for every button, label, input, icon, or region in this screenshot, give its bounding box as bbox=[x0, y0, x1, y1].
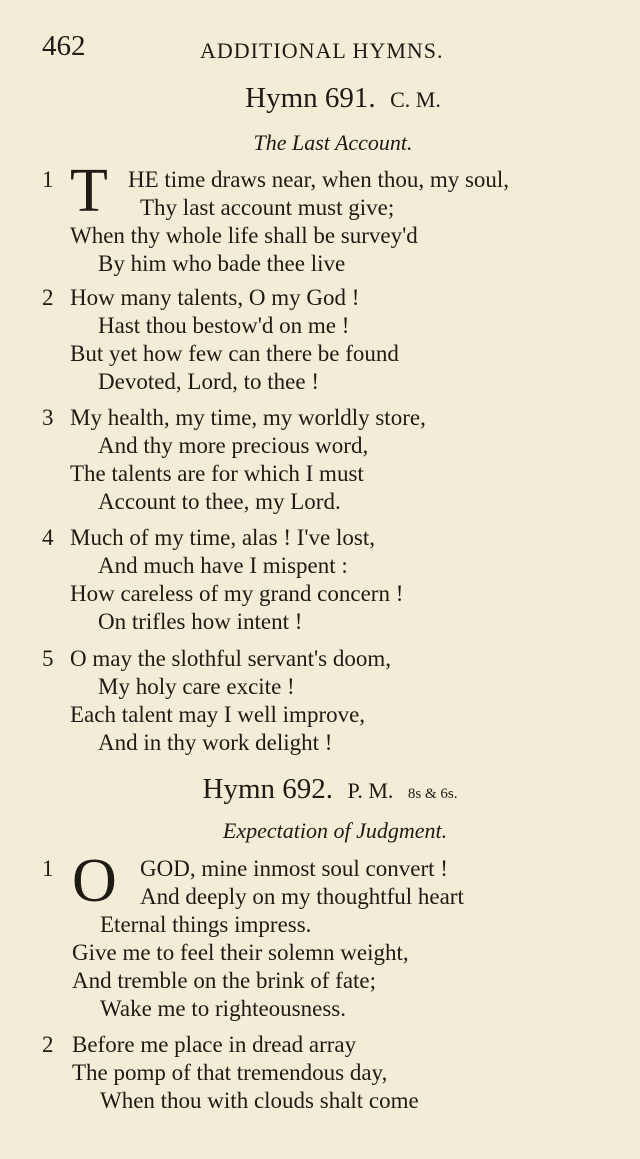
verse-line: The talents are for which I must bbox=[70, 461, 364, 486]
verse-line: Before me place in dread array bbox=[72, 1032, 357, 1057]
verse-line: And tremble on the brink of fate; bbox=[72, 968, 377, 993]
hymn-meter: P. M. bbox=[347, 778, 394, 803]
page-number: 462 bbox=[42, 30, 86, 62]
hymn-691-subtitle: The Last Account. bbox=[253, 130, 413, 155]
verse-line: HE time draws near, when thou, my soul, bbox=[128, 167, 510, 192]
verse-line: Eternal things impress. bbox=[100, 912, 312, 937]
verse-number: 3 bbox=[42, 405, 54, 430]
verse-number: 1 bbox=[42, 856, 54, 881]
verse-line: When thy whole life shall be survey'd bbox=[70, 223, 418, 248]
verse-line: By him who bade thee live bbox=[98, 251, 346, 276]
verse-number: 2 bbox=[42, 1032, 54, 1057]
verse-line: But yet how few can there be found bbox=[70, 341, 399, 366]
verse-line: On trifles how intent ! bbox=[98, 609, 303, 634]
verse-line: Thy last account must give; bbox=[140, 195, 395, 220]
verse-line: And in thy work delight ! bbox=[98, 730, 333, 755]
verse-line: Devoted, Lord, to thee ! bbox=[98, 369, 319, 394]
verse-line: When thou with clouds shalt come bbox=[100, 1088, 419, 1113]
verse-number: 1 bbox=[42, 167, 54, 192]
verse-line: And thy more precious word, bbox=[98, 433, 369, 458]
verse-line: Give me to feel their solemn weight, bbox=[72, 940, 409, 965]
drop-cap: T bbox=[70, 157, 108, 225]
verse-number: 5 bbox=[42, 646, 54, 671]
verse-line: My holy care excite ! bbox=[98, 674, 295, 699]
hymn-meter: C. M. bbox=[390, 87, 441, 112]
hymn-title: Hymn 691. bbox=[245, 82, 376, 114]
hymn-692-subtitle: Expectation of Judgment. bbox=[222, 818, 448, 843]
verse-line: Account to thee, my Lord. bbox=[98, 489, 341, 514]
verse-line: Hast thou bestow'd on me ! bbox=[98, 313, 350, 338]
verse-line: O may the slothful servant's doom, bbox=[70, 646, 391, 671]
running-head bbox=[42, 30, 600, 70]
hymn-meter-detail: 8s & 6s. bbox=[407, 786, 458, 802]
hymn-692-title bbox=[0, 773, 640, 806]
verse-line: GOD, mine inmost soul convert ! bbox=[140, 856, 448, 881]
verse-line: How many talents, O my God ! bbox=[70, 285, 360, 310]
verse-number: 4 bbox=[42, 525, 54, 550]
verse-line: How careless of my grand concern ! bbox=[70, 581, 404, 606]
drop-cap: O bbox=[72, 847, 117, 915]
verse-line: Each talent may I well improve, bbox=[70, 702, 366, 727]
hymn-title: Hymn 692. bbox=[202, 773, 334, 805]
hymn-691-title bbox=[0, 82, 640, 115]
running-title: ADDITIONAL HYMNS. bbox=[200, 38, 444, 63]
verse-line: Much of my time, alas ! I've lost, bbox=[70, 525, 375, 550]
verse-line: My health, my time, my worldly store, bbox=[70, 405, 426, 430]
verse-line: And much have I mispent : bbox=[98, 553, 348, 578]
verse-line: The pomp of that tremendous day, bbox=[72, 1060, 388, 1085]
verse-number: 2 bbox=[42, 285, 54, 310]
verse-line: And deeply on my thoughtful heart bbox=[140, 884, 464, 909]
verse-line: Wake me to righteousness. bbox=[100, 996, 346, 1021]
